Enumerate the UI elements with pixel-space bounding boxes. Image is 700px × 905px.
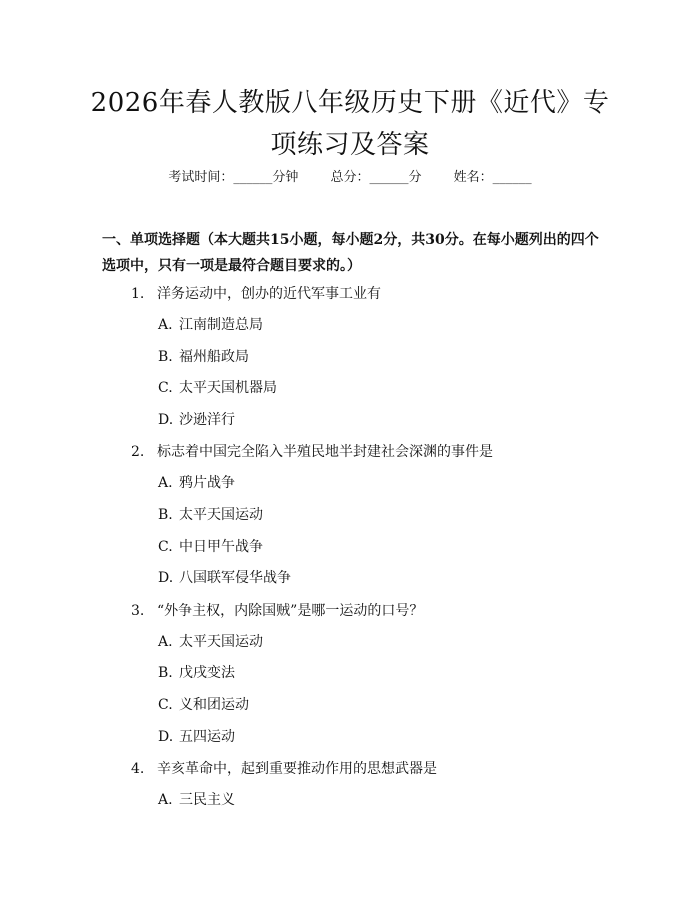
answer-option: [0, 690, 700, 722]
option-letter: C.: [158, 538, 173, 555]
section-heading: 一、单项选择题（本大题共15小题，每小题2分，共30分。在每小题列出的四个选项中，只有一项是最符合题目要求的。）: [102, 232, 599, 274]
option-text: 江南制造总局: [179, 317, 263, 333]
answer-option: [0, 405, 700, 437]
answer-option: [0, 785, 700, 817]
option-letter: C.: [158, 696, 173, 713]
option-letter: D.: [158, 570, 174, 587]
answer-option: [0, 373, 700, 405]
answer-option: [0, 310, 700, 342]
option-letter: D.: [158, 411, 174, 428]
question-list: [0, 278, 700, 817]
question-stem: “外争主权，内除国贼”是哪一运动的口号？: [157, 602, 424, 619]
question-number: 4.: [131, 761, 145, 778]
option-text: 沙逊洋行: [179, 411, 235, 428]
option-text: 太平天国机器局: [179, 380, 277, 397]
option-letter: B.: [158, 506, 173, 523]
option-text: 八国联军侵华战争: [179, 570, 291, 587]
answer-option: [0, 658, 700, 690]
option-letter: A.: [158, 317, 173, 333]
option-text: 三民主义: [179, 792, 235, 809]
student-name: 姓名：______: [453, 170, 532, 185]
question-stem: 洋务运动中，创办的近代军事工业有: [157, 286, 381, 302]
option-text: 中日甲午战争: [179, 538, 263, 555]
answer-option: [0, 722, 700, 754]
option-letter: A.: [158, 475, 173, 492]
answer-option: [0, 500, 700, 532]
answer-option: [0, 468, 700, 500]
question-stem: 标志着中国完全陷入半殖民地半封建社会深渊的事件是: [157, 444, 493, 461]
exam-meta: [0, 168, 700, 188]
question-item: [0, 278, 700, 310]
exam-time: 考试时间：______分钟: [168, 170, 299, 185]
question-item: [0, 753, 700, 785]
answer-option: [0, 563, 700, 595]
option-text: 五四运动: [179, 728, 235, 745]
question-stem: 辛亥革命中，起到重要推动作用的思想武器是: [157, 761, 437, 778]
question-item: [0, 436, 700, 468]
document-title: 2026年春人教版八年级历史下册《近代》专项练习及答案: [90, 88, 610, 160]
question-number: 2.: [131, 444, 145, 461]
question-item: [0, 595, 700, 627]
total-score: 总分：______分: [330, 170, 422, 185]
question-number: 3.: [131, 602, 145, 619]
option-text: 太平天国运动: [179, 633, 263, 650]
answer-option: [0, 532, 700, 564]
option-letter: D.: [158, 728, 174, 745]
option-text: 福州船政局: [179, 348, 249, 365]
option-text: 鸦片战争: [179, 475, 235, 492]
question-number: 1.: [131, 286, 145, 302]
option-text: 义和团运动: [179, 696, 249, 713]
option-text: 太平天国运动: [179, 506, 263, 523]
option-letter: B.: [158, 348, 173, 365]
option-text: 戊戌变法: [179, 665, 235, 682]
option-letter: C.: [158, 380, 173, 397]
answer-option: [0, 342, 700, 374]
option-letter: A.: [158, 633, 173, 650]
answer-option: [0, 627, 700, 659]
option-letter: A.: [158, 792, 173, 809]
option-letter: B.: [158, 665, 173, 682]
